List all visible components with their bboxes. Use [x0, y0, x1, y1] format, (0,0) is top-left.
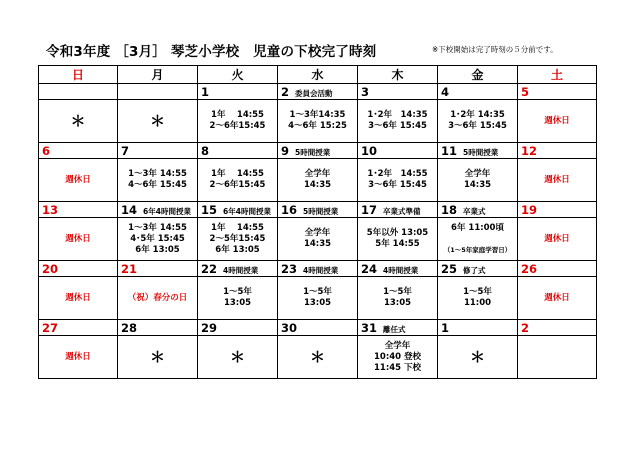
dismissal-time-text: 1～3年 14:55 [128, 169, 187, 179]
dismissal-time-text: 週休日 [544, 174, 570, 185]
weekday-header-mon: 月 [118, 66, 198, 84]
dismissal-cell [438, 277, 518, 320]
dismissal-row [39, 159, 597, 202]
dismissal-cell [118, 100, 198, 143]
date-number: 22 [201, 261, 218, 276]
date-cell [518, 143, 597, 159]
date-cell [518, 202, 597, 218]
dismissal-time-text: 週休日 [65, 292, 91, 303]
date-event-label: 5時間授業 [463, 147, 499, 157]
dismissal-time-text: 6年 13:05 [135, 244, 180, 255]
date-event-label: 4時間授業 [223, 265, 259, 275]
date-event-label: 6年4時間授業 [143, 206, 191, 216]
date-number: 14 [121, 202, 138, 217]
dismissal-time-text: 1年 14:55 [211, 222, 264, 233]
dismissal-cell [438, 218, 518, 261]
date-cell [198, 320, 278, 336]
dismissal-time-text: 1･2年 14:35 [367, 110, 428, 120]
dismissal-time-text: 4･5年 15:45 [130, 233, 185, 244]
date-number: 11 [441, 143, 458, 158]
date-cell [358, 84, 438, 100]
dismissal-time-text: 14:35 [463, 180, 492, 190]
date-cell [278, 320, 358, 336]
dismissal-time-text: 全学年 [384, 340, 411, 351]
date-row [39, 261, 597, 277]
date-cell [198, 84, 278, 100]
dismissal-time-text: （祝）春分の日 [127, 292, 188, 303]
date-cell [39, 320, 118, 336]
dismissal-time-text: 週休日 [544, 292, 570, 303]
weekday-header-row [39, 66, 597, 84]
dismissal-time-text: 全学年 [304, 169, 331, 179]
no-school-marker: ＊ [309, 347, 325, 366]
date-cell [198, 143, 278, 159]
date-cell [198, 202, 278, 218]
weekday-header-wed: 水 [278, 66, 358, 84]
date-cell [278, 143, 358, 159]
date-cell [358, 261, 438, 277]
page-title: 令和3年度 ［3月］ 琴芝小学校 児童の下校完了時刻 [46, 44, 377, 60]
dismissal-time-text: 全学年 [464, 169, 491, 179]
date-number: 2 [521, 320, 530, 335]
weekday-header-thu: 木 [358, 66, 438, 84]
dismissal-cell [39, 100, 118, 143]
date-event-label: 4時間授業 [383, 265, 419, 275]
date-number: 27 [42, 320, 59, 335]
date-cell [39, 84, 118, 100]
dismissal-time-text: 3～6年 15:45 [368, 121, 427, 131]
date-cell [518, 261, 597, 277]
dismissal-time-text: 2～5年15:45 [209, 233, 266, 244]
dismissal-time-text [518, 352, 596, 363]
date-row [39, 202, 597, 218]
dismissal-cell [518, 218, 597, 261]
dismissal-time-text: 週休日 [544, 233, 570, 244]
dismissal-time-text: 週休日 [544, 115, 570, 126]
dismissal-cell [518, 100, 597, 143]
dismissal-cell [278, 100, 358, 143]
date-cell [358, 320, 438, 336]
date-number: 21 [121, 261, 138, 276]
dismissal-cell [358, 336, 438, 379]
no-school-marker: ＊ [70, 111, 86, 130]
dismissal-time-text: 11:00 [463, 298, 492, 308]
date-cell [438, 84, 518, 100]
date-number: 7 [121, 143, 130, 158]
dismissal-cell [358, 218, 438, 261]
date-cell [278, 202, 358, 218]
date-number: 26 [521, 261, 538, 276]
dismissal-cell [518, 336, 597, 379]
weekday-header-sun: 日 [39, 66, 118, 84]
date-number: 23 [281, 261, 298, 276]
date-number: 13 [42, 202, 59, 217]
date-event-label: 4時間授業 [303, 265, 339, 275]
date-number: 4 [441, 84, 450, 99]
date-cell [118, 84, 198, 100]
date-event-label: 5時間授業 [303, 206, 339, 216]
dismissal-cell [518, 277, 597, 320]
date-row [39, 143, 597, 159]
dismissal-cell [278, 336, 358, 379]
dismissal-time-text: 2～6年15:45 [209, 180, 266, 190]
date-number: 25 [441, 261, 458, 276]
date-event-label: 修了式 [463, 265, 486, 275]
dismissal-time-text [438, 234, 517, 245]
dismissal-cell [39, 336, 118, 379]
date-number: 10 [361, 143, 378, 158]
date-cell [39, 261, 118, 277]
date-number: 17 [361, 202, 378, 217]
dismissal-time-text: 3～6年 15:45 [448, 121, 507, 131]
dismissal-cell [118, 336, 198, 379]
dismissal-cell [438, 159, 518, 202]
dismissal-time-text: 1年 14:55 [211, 110, 264, 120]
dismissal-time-text: 1～3年 14:55 [128, 222, 187, 233]
dismissal-cell [198, 100, 278, 143]
date-number: 19 [521, 202, 538, 217]
dismissal-time-text: 1･2年 14:35 [450, 110, 505, 120]
dismissal-time-text: 1･2年 14:55 [367, 169, 428, 179]
dismissal-time-text: 13:05 [223, 298, 252, 308]
dismissal-time-text: （1～5年家庭学習日） [443, 245, 512, 254]
date-number: 24 [361, 261, 378, 276]
date-cell [358, 202, 438, 218]
dismissal-cell [278, 159, 358, 202]
dismissal-cell [198, 159, 278, 202]
date-cell [278, 261, 358, 277]
dismissal-time-text: 4～6年 15:45 [128, 180, 187, 190]
weekday-header-fri: 金 [438, 66, 518, 84]
dismissal-time-text: 10:40 登校 [373, 351, 422, 362]
dismissal-cell [198, 218, 278, 261]
dismissal-row [39, 277, 597, 320]
date-cell [438, 320, 518, 336]
date-event-label: 6年4時間授業 [223, 206, 271, 216]
dismissal-cell [358, 159, 438, 202]
dismissal-time-text: 1～5年 [223, 287, 252, 297]
dismissal-note: ※下校開始は完了時刻の５分前です。 [432, 45, 558, 54]
dismissal-cell [39, 159, 118, 202]
dismissal-cell [518, 159, 597, 202]
no-school-marker: ＊ [149, 347, 165, 366]
date-cell [118, 202, 198, 218]
dismissal-time-text: 週休日 [65, 174, 91, 185]
dismissal-time-text: 2～6年15:45 [209, 121, 266, 131]
date-row [39, 84, 597, 100]
dismissal-cell [198, 277, 278, 320]
date-cell [39, 202, 118, 218]
dismissal-time-text: 1年 14:55 [211, 169, 264, 179]
date-number: 15 [201, 202, 218, 217]
dismissal-time-text: 11:45 下校 [373, 362, 422, 373]
date-number: 16 [281, 202, 298, 217]
date-cell [438, 143, 518, 159]
date-number: 12 [521, 143, 538, 158]
date-cell [39, 143, 118, 159]
dismissal-time-text: 1～3年14:35 [289, 110, 346, 120]
dismissal-time-text: 5年 14:55 [375, 239, 420, 249]
date-number: 9 [281, 143, 290, 158]
date-number: 6 [42, 143, 51, 158]
date-cell [118, 143, 198, 159]
no-school-marker: ＊ [229, 347, 245, 366]
schedule-calendar [38, 65, 597, 379]
date-number: 30 [281, 320, 298, 335]
dismissal-cell [118, 277, 198, 320]
dismissal-row [39, 336, 597, 379]
date-cell [518, 84, 597, 100]
dismissal-cell [358, 277, 438, 320]
dismissal-time-text: 13:05 [303, 298, 332, 308]
dismissal-row [39, 218, 597, 261]
dismissal-cell [39, 218, 118, 261]
date-event-label: 離任式 [383, 324, 406, 334]
no-school-marker: ＊ [149, 111, 165, 130]
date-cell [438, 202, 518, 218]
dismissal-cell [39, 277, 118, 320]
date-number: 28 [121, 320, 138, 335]
dismissal-cell [118, 159, 198, 202]
date-number: 29 [201, 320, 218, 335]
dismissal-time-text: 3～6年 15:45 [368, 180, 427, 190]
calendar-body [39, 66, 597, 379]
date-number: 3 [361, 84, 370, 99]
dismissal-time-text: 1～5年 [463, 287, 492, 297]
dismissal-time-text: 1～5年 [383, 287, 412, 297]
date-cell [278, 84, 358, 100]
date-row [39, 320, 597, 336]
dismissal-time-text: 6年 13:05 [215, 244, 260, 255]
dismissal-time-text: 週休日 [65, 351, 91, 362]
date-number: 2 [281, 84, 290, 99]
date-number: 5 [521, 84, 530, 99]
dismissal-time-text: 6年 11:00頃 [451, 222, 504, 233]
dismissal-time-text: 14:35 [303, 239, 332, 249]
date-cell [198, 261, 278, 277]
date-event-label: 卒業式 [463, 206, 486, 216]
date-number: 1 [201, 84, 210, 99]
date-number: 1 [441, 320, 450, 335]
dismissal-row [39, 100, 597, 143]
date-event-label: 委員会活動 [295, 88, 333, 98]
dismissal-time-text: 13:05 [383, 298, 412, 308]
date-event-label: 5時間授業 [295, 147, 331, 157]
dismissal-cell [278, 218, 358, 261]
dismissal-time-text: 1～5年 [303, 287, 332, 297]
date-cell [118, 261, 198, 277]
dismissal-cell [438, 336, 518, 379]
date-event-label: 卒業式準備 [383, 206, 421, 216]
dismissal-cell [118, 218, 198, 261]
dismissal-time-text: 5年以外 13:05 [366, 228, 429, 238]
no-school-marker: ＊ [469, 347, 485, 366]
weekday-header-sat: 土 [518, 66, 597, 84]
dismissal-time-text: 週休日 [65, 233, 91, 244]
date-cell [118, 320, 198, 336]
date-cell [518, 320, 597, 336]
dismissal-cell [278, 277, 358, 320]
dismissal-cell [358, 100, 438, 143]
date-number: 8 [201, 143, 210, 158]
dismissal-cell [198, 336, 278, 379]
date-number: 20 [42, 261, 59, 276]
dismissal-time-text: 4～6年 15:25 [288, 121, 347, 131]
weekday-header-tue: 火 [198, 66, 278, 84]
date-number: 31 [361, 320, 378, 335]
date-number: 18 [441, 202, 458, 217]
dismissal-time-text: 全学年 [304, 228, 331, 238]
date-cell [358, 143, 438, 159]
dismissal-cell [438, 100, 518, 143]
dismissal-time-text: 14:35 [303, 180, 332, 190]
date-cell [438, 261, 518, 277]
